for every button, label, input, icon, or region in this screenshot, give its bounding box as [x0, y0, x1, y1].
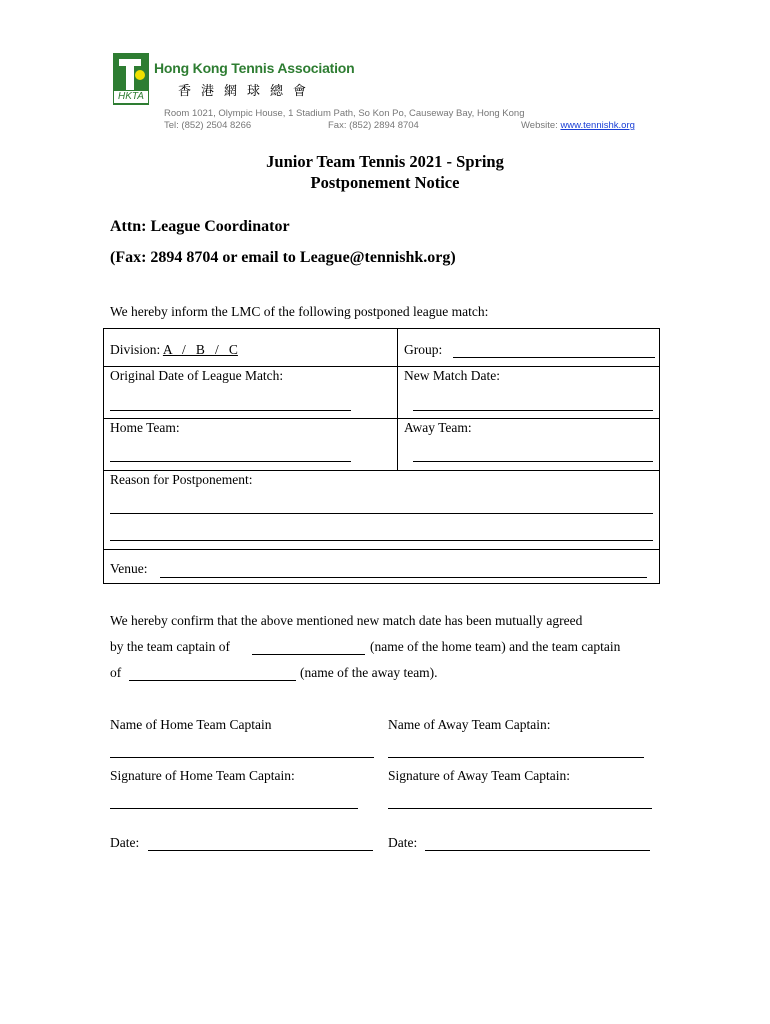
home-signature-field[interactable] — [110, 808, 358, 809]
home-date-label: Date: — [110, 835, 140, 850]
new-date-label: New Match Date: — [404, 368, 500, 383]
away-signature-field[interactable] — [388, 808, 652, 809]
confirm-line-2a: by the team captain of — [110, 639, 230, 654]
venue-label: Venue: — [110, 561, 148, 576]
group-label: Group: — [404, 342, 443, 357]
confirm-line-1: We hereby confirm that the above mentioned new match date has been mutually agreed — [110, 613, 583, 628]
home-signature-label: Signature of Home Team Captain: — [110, 768, 295, 783]
confirm-line-3b: (name of the away team). — [300, 665, 438, 680]
document-title: Junior Team Tennis 2021 - Spring — [266, 152, 504, 171]
fax-email-line: (Fax: 2894 8704 or email to League@tennishk.org) — [110, 249, 456, 266]
away-signature-label: Signature of Away Team Captain: — [388, 768, 571, 783]
away-date-field[interactable] — [425, 850, 650, 851]
postponement-form — [103, 328, 660, 584]
website — [521, 120, 635, 131]
away-captain-name-field[interactable] — [388, 757, 644, 758]
home-captain-name-label: Name of Home Team Captain — [110, 717, 272, 732]
division-field[interactable] — [110, 342, 238, 358]
away-captain-name-label: Name of Away Team Captain: — [388, 717, 551, 732]
tennis-ball-icon — [135, 70, 145, 80]
hkta-logo — [113, 53, 149, 105]
attn-line: Attn: League Coordinator — [110, 218, 290, 235]
website-link[interactable]: www.tennishk.org — [560, 120, 635, 131]
home-team-name-field[interactable] — [252, 654, 365, 655]
home-team-field[interactable] — [110, 461, 351, 462]
home-date-field[interactable] — [148, 850, 373, 851]
original-date-label: Original Date of League Match: — [110, 368, 284, 383]
division-label: Division: — [110, 342, 161, 357]
away-date-label: Date: — [388, 835, 418, 850]
venue-field[interactable] — [160, 577, 647, 578]
org-name-zh: 香港網球總會 — [178, 84, 317, 99]
confirm-line-3a: of — [110, 665, 122, 680]
fax-number: Fax: (852) 2894 8704 — [328, 120, 419, 131]
division-options[interactable]: A / B / C — [162, 342, 238, 357]
away-team-field[interactable] — [413, 461, 653, 462]
document-subtitle: Postponement Notice — [310, 173, 460, 192]
reason-label: Reason for Postponement: — [110, 472, 253, 487]
home-captain-name-field[interactable] — [110, 757, 374, 758]
intro-text: We hereby inform the LMC of the following postponed league match: — [110, 304, 489, 319]
home-team-label: Home Team: — [110, 420, 180, 435]
website-label: Website: — [521, 120, 558, 131]
reason-field-line-1[interactable] — [110, 513, 653, 514]
reason-field-line-2[interactable] — [110, 540, 653, 541]
org-name-en: Hong Kong Tennis Association — [154, 60, 355, 76]
logo-text: HKTA — [114, 91, 148, 103]
away-team-name-field[interactable] — [129, 680, 296, 681]
confirm-line-2b: (name of the home team) and the team captain — [370, 639, 621, 654]
new-date-field[interactable] — [413, 410, 653, 411]
original-date-field[interactable] — [110, 410, 351, 411]
group-field[interactable] — [453, 357, 655, 358]
address: Room 1021, Olympic House, 1 Stadium Path, So Kon Po, Causeway Bay, Hong Kong — [164, 108, 525, 119]
telephone: Tel: (852) 2504 8266 — [164, 120, 252, 131]
away-team-label: Away Team: — [404, 420, 472, 435]
